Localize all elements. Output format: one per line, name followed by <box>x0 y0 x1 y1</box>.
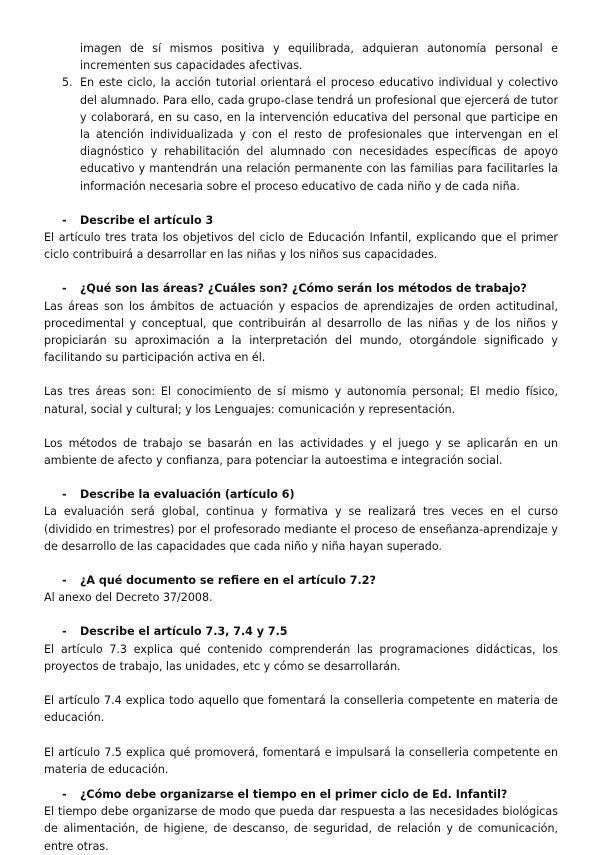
heading-text: Describe el artículo 7.3, 7.4 y 7.5 <box>80 625 288 639</box>
paragraph: El artículo 7.4 explica todo aquello que fomentará la conselleria competente en materia de educación. <box>44 694 558 725</box>
bullet-dash: - <box>62 213 67 227</box>
list-item-5 <box>44 74 558 194</box>
paragraph: La evaluación será global, continua y formativa y se realizará tres veces en el curso (dividido en trimestres) por el profesorado mediante el proceso de enseñanza-aprendizaje y de desarrollo de las capacidades que cada niño y niña hayan superado. <box>44 505 558 553</box>
bullet-dash: - <box>62 625 67 639</box>
heading-text: ¿A qué documento se refiere en el artículo 7.2? <box>80 574 376 588</box>
paragraph: Los métodos de trabajo se basarán en las actividades y el juego y se aplicarán en un ambiente de afecto y confianza, para potenciar la autoestima e integración social. <box>44 436 558 468</box>
bullet-dash: - <box>62 574 67 588</box>
list-item-5-text: En este ciclo, la acción tutorial orientará el proceso educativo individual y colectivo del alumnado. Para ello, cada grupo-clase tendrá un profesional que ejercerá de tutor y colaborará, en su caso, en la intervención educativa del personal que participe en la atención individualizada y con el resto de profesionales que intervengan en el diagnóstico y rehabilitación del alumnado con necesidades específicas de apoyo educativo y mantendrán una relación permanente con las familias para facilitarles la información necesaria sobre el proceso educativo de cada niño y de cada niña. <box>80 76 558 193</box>
paragraph: El artículo tres trata los objetivos del ciclo de Educación Infantil, explicando que el primer ciclo contribuirá a desarrollar en las niñas y los niños sus capacidades. <box>44 231 558 262</box>
list-number: 5. <box>62 76 73 90</box>
section-heading-articulo-3 <box>44 212 558 229</box>
section-heading-articulo-7-3-7-4-7-5 <box>44 623 558 640</box>
paragraph: El tiempo debe organizarse de modo que pueda dar respuesta a las necesidades biológicas de alimentación, de higiene, de descanso, de seguridad, de relación y de comunicación, entre otras. <box>44 805 558 853</box>
heading-text: ¿Qué son las áreas? ¿Cuáles son? ¿Cómo serán los métodos de trabajo? <box>80 282 527 296</box>
paragraph: Las tres áreas son: El conocimiento de sí mismo y autonomía personal; El medio físico, natural, social y cultural; y los Lenguajes: comunicación y representación. <box>44 385 558 416</box>
paragraph: Las áreas son los ámbitos de actuación y espacios de aprendizajes de orden actitudinal, procedimental y conceptual, que contribuirán al desarrollo de las niñas y de los niños y propiciarán su aproximación a la interpretación del mundo, otorgándole significado y facilitando su participación activa en él. <box>44 299 558 365</box>
heading-text: Describe la evaluación (artículo 6) <box>80 488 295 502</box>
paragraph: El artículo 7.5 explica qué promoverá, fomentará e impulsará la conselleria competente en materia de educación. <box>44 745 558 776</box>
paragraph: El artículo 7.3 explica qué contenido comprenderán las programaciones didácticas, los proyectos de trabajo, las unidades, etc y cómo se desarrollarán. <box>44 642 558 673</box>
section-heading-evaluacion <box>44 486 558 503</box>
section-heading-tiempo <box>44 786 558 803</box>
section-heading-areas <box>44 280 558 297</box>
section-heading-articulo-7-2 <box>44 572 558 589</box>
intro-continuation: imagen de sí mismos positiva y equilibrada, adquieran autonomía personal e incrementen sus capacidades afectivas. <box>80 42 558 73</box>
bullet-dash: - <box>62 282 67 296</box>
heading-text: ¿Cómo debe organizarse el tiempo en el primer ciclo de Ed. Infantil? <box>80 787 508 801</box>
bullet-dash: - <box>62 787 67 801</box>
paragraph: Al anexo del Decreto 37/2008. <box>44 591 213 605</box>
document-page <box>44 40 558 855</box>
heading-text: Describe el artículo 3 <box>80 213 214 227</box>
bullet-dash: - <box>62 488 67 502</box>
